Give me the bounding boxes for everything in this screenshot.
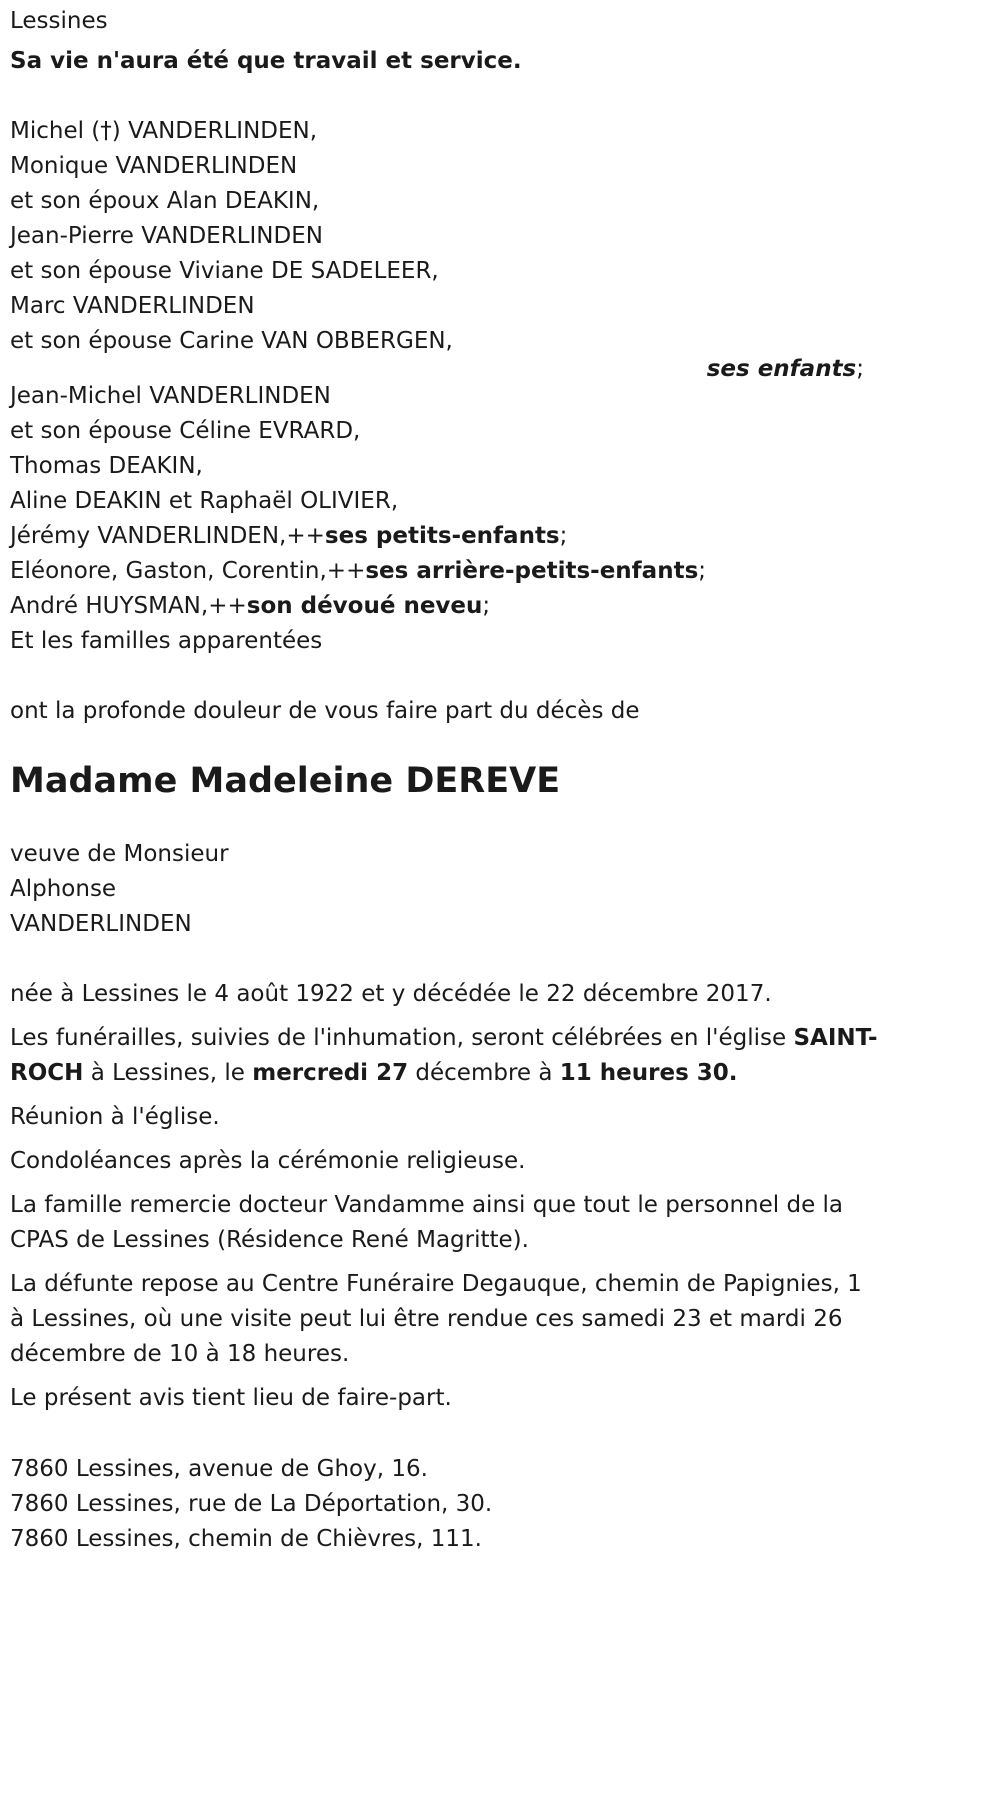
grandchildren-role-separator: ; <box>559 523 568 549</box>
grandchild-last-name: Jérémy VANDERLINDEN,++ <box>10 523 325 549</box>
thanks-text: La famille remercie docteur Vandamme ainsi que tout le personnel de la CPAS de Lessines (Résidence René Magritte). <box>10 1192 844 1253</box>
condolences-text: Condoléances après la cérémonie religieuse. <box>10 1148 526 1174</box>
widow-line: VANDERLINDEN <box>10 911 192 937</box>
grandchildren-role: ses petits-enfants <box>324 523 560 549</box>
widow-line: veuve de Monsieur <box>10 841 229 867</box>
child-line: et son épouse Carine VAN OBBERGEN, <box>10 328 453 354</box>
funeral-month: décembre à <box>408 1060 560 1086</box>
address-list <box>10 1452 1000 1557</box>
funeral-text <box>10 1021 880 1091</box>
grandchild-line: Thomas DEAKIN, <box>10 453 203 479</box>
announcement: ont la profonde douleur de vous faire part du décès de <box>10 698 640 724</box>
child-line: Monique VANDERLINDEN <box>10 153 298 179</box>
funeral-place: à Lessines, le <box>83 1060 253 1086</box>
meeting-text: Réunion à l'église. <box>10 1104 220 1130</box>
deceased-name: Madame Madeleine DEREVE <box>10 761 561 801</box>
grandchildren-list <box>10 379 1000 659</box>
funeral-time: 11 heures 30. <box>559 1060 738 1086</box>
grandchild-last-line <box>10 519 1000 554</box>
grandchild-line: Aline DEAKIN et Raphaël OLIVIER, <box>10 488 399 514</box>
nephew-role-separator: ; <box>482 593 491 619</box>
widow-of <box>10 837 1000 942</box>
address-line: 7860 Lessines, avenue de Ghoy, 16. <box>10 1456 428 1482</box>
nephew-line <box>10 589 1000 624</box>
obituary-page <box>0 4 1000 1801</box>
great-grandchildren-role: ses arrière-petits-enfants <box>365 558 699 584</box>
visit-text: La défunte repose au Centre Funéraire Degauque, chemin de Papignies, 1 à Lessines, où une visite peut lui être rendue ces samedi 23 et mardi 26 décembre de 10 à 18 heures. <box>10 1271 862 1367</box>
children-role-separator: ; <box>856 356 864 382</box>
children-role <box>707 356 864 382</box>
address-line: 7860 Lessines, rue de La Déportation, 30. <box>10 1491 493 1517</box>
child-line: Marc VANDERLINDEN <box>10 293 255 319</box>
grandchild-line: et son épouse Céline EVRARD, <box>10 418 361 444</box>
funeral-intro: Les funérailles, suivies de l'inhumation, seront célébrées en l'église <box>10 1025 794 1051</box>
nephew-role: son dévoué neveu <box>246 593 483 619</box>
great-grandchildren-line <box>10 554 1000 589</box>
children-role-label: ses enfants <box>706 356 857 382</box>
child-line: Jean-Pierre VANDERLINDEN <box>10 223 323 249</box>
grandchild-line: Jean-Michel VANDERLINDEN <box>10 383 331 409</box>
birth-death-text: née à Lessines le 4 août 1922 et y décédée le 22 décembre 2017. <box>10 981 772 1007</box>
families-line: Et les familles apparentées <box>10 628 323 654</box>
funeral-church: SAINT-ROCH <box>10 1025 878 1086</box>
motto: Sa vie n'aura été que travail et service. <box>10 48 522 74</box>
great-grandchildren-names: Eléonore, Gaston, Corentin,++ <box>10 558 366 584</box>
notice-text: Le présent avis tient lieu de faire-part. <box>10 1385 452 1411</box>
address-line: 7860 Lessines, chemin de Chièvres, 111. <box>10 1526 482 1552</box>
child-line: et son époux Alan DEAKIN, <box>10 188 320 214</box>
place-heading: Lessines <box>10 8 108 34</box>
widow-line: Alphonse <box>10 876 117 902</box>
great-grandchildren-role-separator: ; <box>698 558 707 584</box>
funeral-day: mercredi 27 <box>252 1060 409 1086</box>
children-list <box>10 114 1000 382</box>
nephew-name: André HUYSMAN,++ <box>10 593 247 619</box>
child-line: et son épouse Viviane DE SADELEER, <box>10 258 439 284</box>
child-line: Michel (†) VANDERLINDEN, <box>10 118 318 144</box>
